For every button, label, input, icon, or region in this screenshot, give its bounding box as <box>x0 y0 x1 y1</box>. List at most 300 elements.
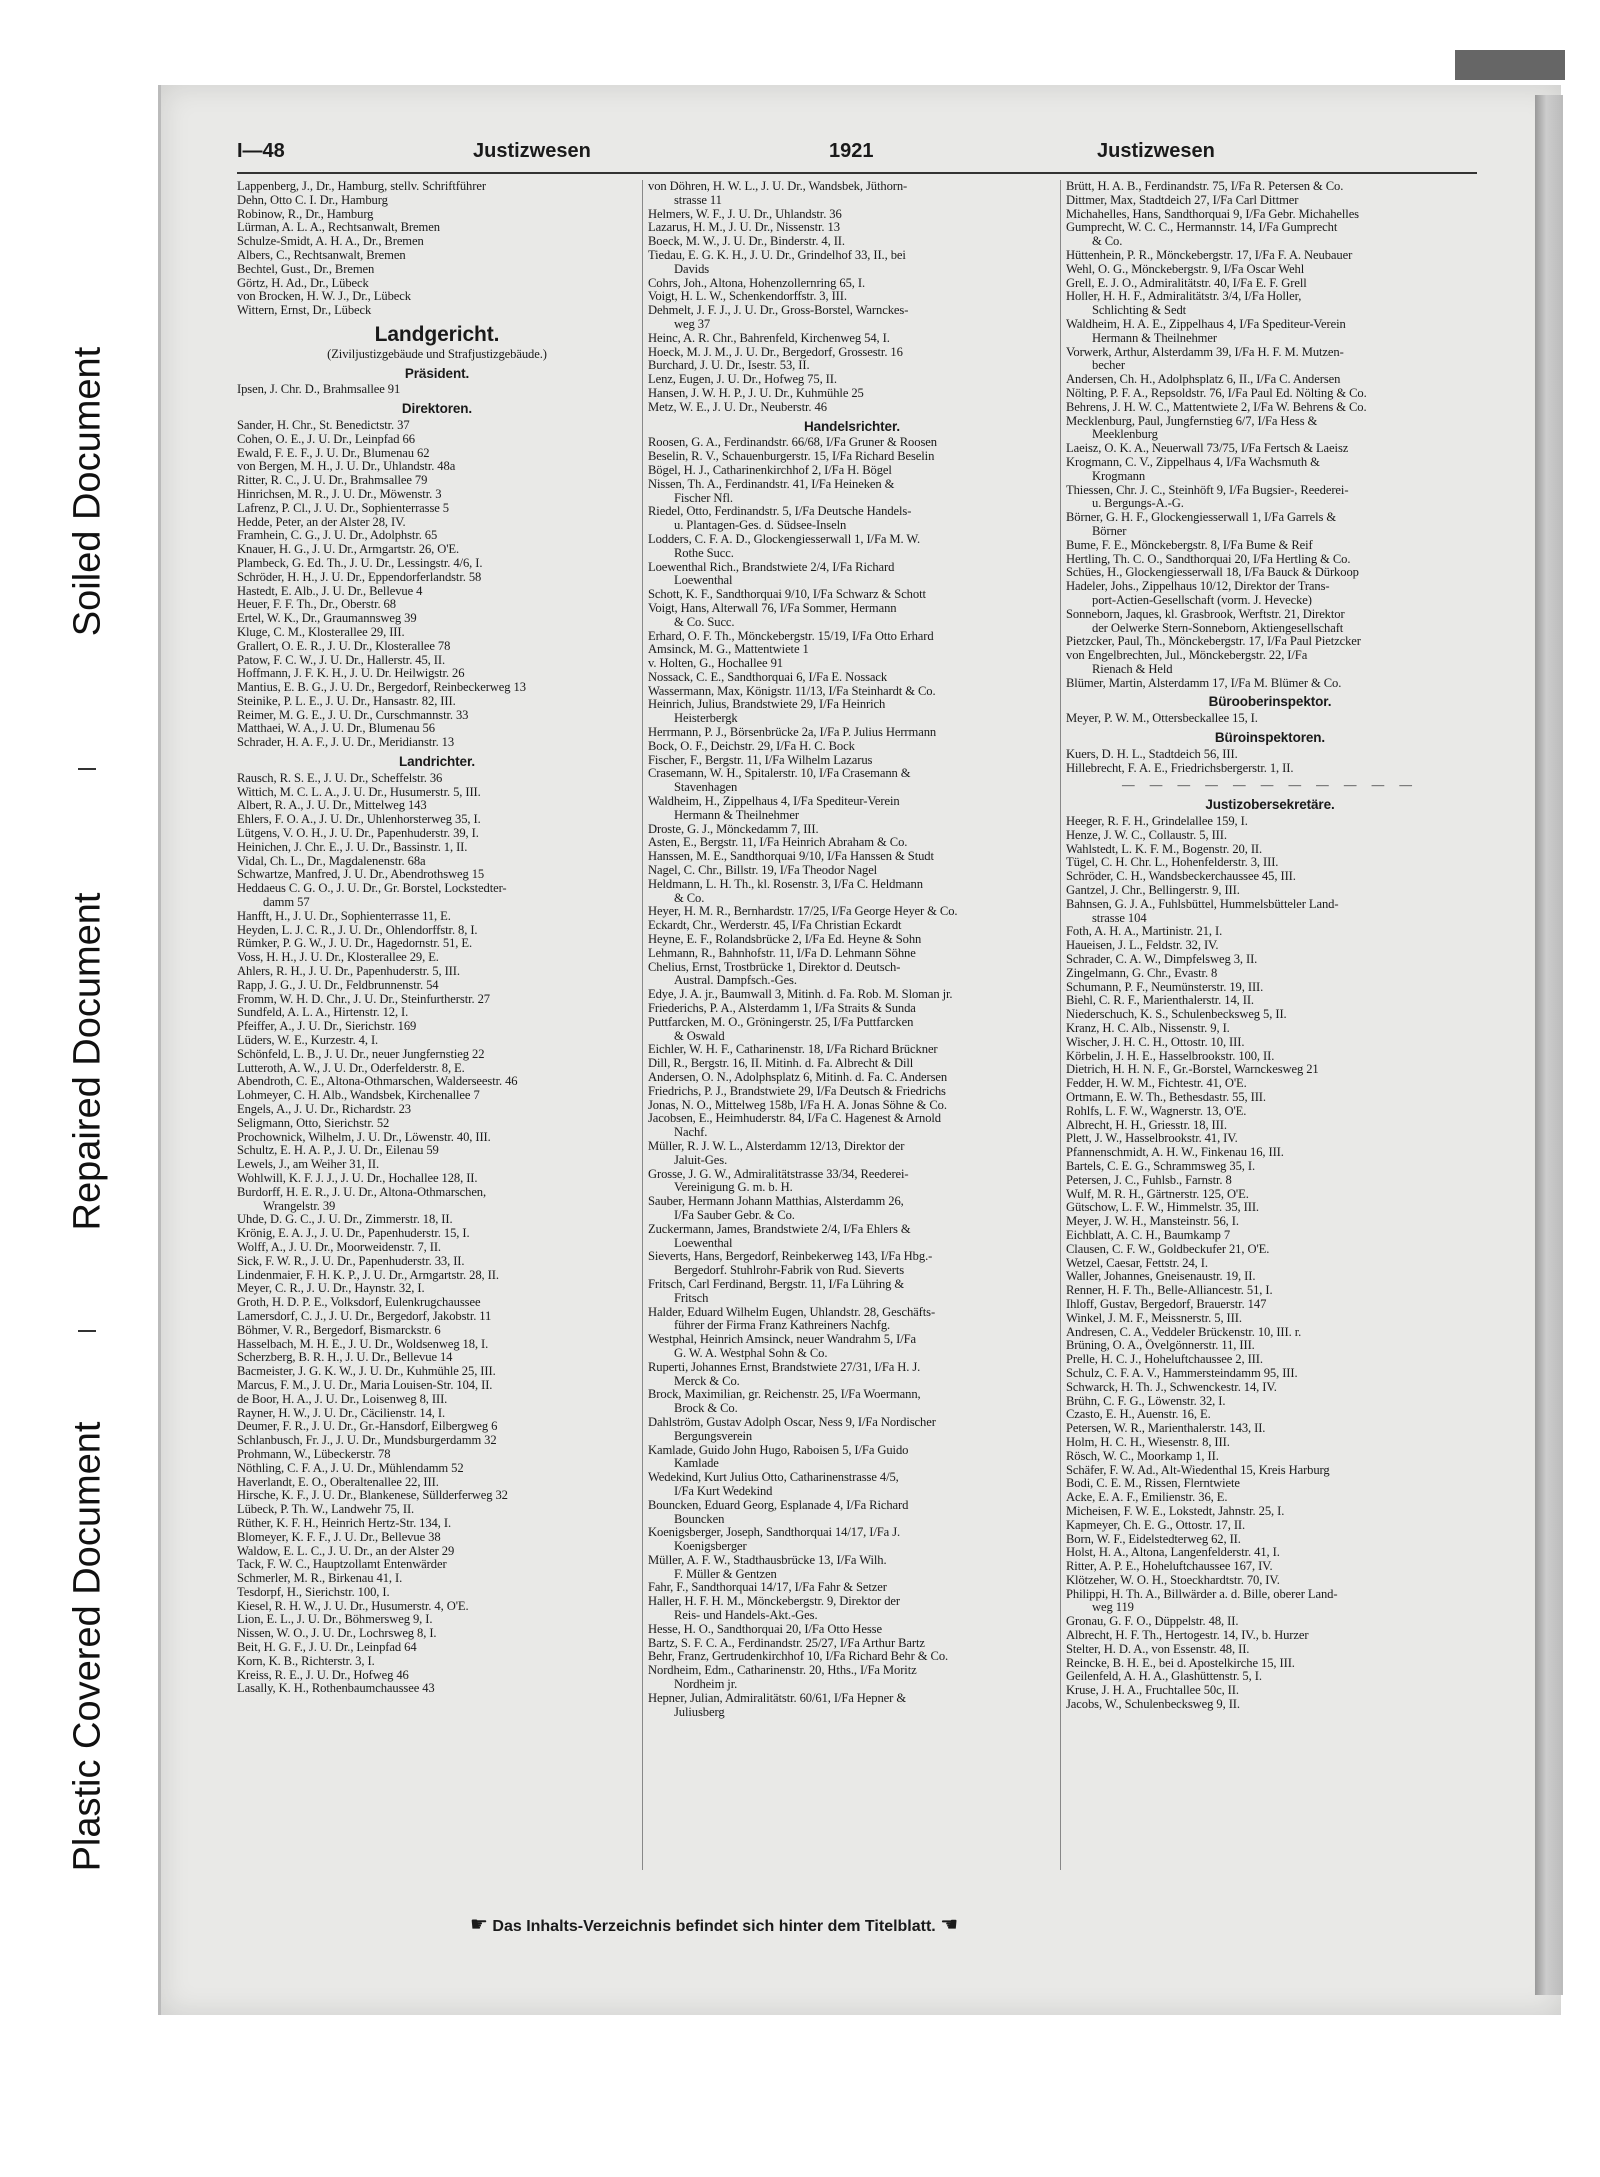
directory-entry: Albrecht, H. F. Th., Hertogestr. 14, IV., b. Hurzer <box>1066 1629 1309 1643</box>
directory-entry: Schönfeld, L. B., J. U. Dr., neuer Jungfernstieg 22 <box>237 1047 485 1061</box>
directory-entry: Brühn, C. F. G., Löwenstr. 32, I. <box>1066 1394 1226 1408</box>
directory-entry: Rohlfs, L. F. W., Wagnerstr. 13, O'E. <box>1066 1104 1247 1118</box>
directory-entry: Winkel, J. M. F., Meissnerstr. 5, III. <box>1066 1311 1242 1325</box>
directory-entry: Fritsch, Carl Ferdinand, Bergstr. 11, I/Fa Lühring & <box>648 1277 905 1291</box>
directory-entry: Albers, C., Rechtsanwalt, Bremen <box>237 248 406 262</box>
directory-entry: Bechtel, Gust., Dr., Bremen <box>237 262 375 276</box>
directory-entry: Krogmann, C. V., Zippelhaus 4, I/Fa Wachsmuth & <box>1066 455 1320 469</box>
directory-entry: Jacobs, W., Schulenbecksweg 9, II. <box>1066 1698 1240 1712</box>
directory-entry: Pfeiffer, A., J. U. Dr., Sierichstr. 169 <box>237 1020 417 1034</box>
section-heading: Landgericht. <box>374 322 500 346</box>
directory-entry: Schwartze, Manfred, J. U. Dr., Abendrothsweg 15 <box>237 868 485 882</box>
directory-entry: Rümker, P. G. W., J. U. Dr., Hagedornstr. 51, E. <box>237 937 473 951</box>
directory-entry: Heyden, L. J. C. R., J. U. Dr., Ohlendorffstr. 8, I. <box>237 923 478 937</box>
header-right-title: Justizwesen <box>1097 140 1215 162</box>
pointing-hand-left-icon: ☚ <box>940 1914 959 1936</box>
directory-entry: Waldow, E. L. C., J. U. Dr., an der Alster 29 <box>237 1544 455 1558</box>
directory-entry: Holst, H. A., Altona, Langenfelderstr. 41, I. <box>1066 1546 1280 1560</box>
directory-entry: Stavenhagen <box>674 781 738 795</box>
directory-entry: Lutteroth, A. W., J. U. Dr., Oderfelderstr. 8, E. <box>237 1061 465 1075</box>
directory-entry: Schlichting & Sedt <box>1092 304 1187 318</box>
directory-entry: Nagel, C. Chr., Billstr. 19, I/Fa Theodor Nagel <box>648 864 878 878</box>
dash-separator: — — — — — — — — — — — <box>1121 778 1418 793</box>
directory-entry: Müller, R. J. W. L., Alsterdamm 12/13, Direktor der <box>648 1139 905 1153</box>
directory-entry: Sauber, Hermann Johann Matthias, Alsterdamm 26, <box>648 1195 904 1209</box>
directory-entry: Rapp, J. G., J. U. Dr., Feldbrunnenstr. 54 <box>237 978 439 992</box>
directory-entry: Tiedau, E. G. K. H., J. U. Dr., Grindelhof 33, II., bei <box>648 248 906 262</box>
directory-entry: I/Fa Kurt Wedekind <box>674 1484 773 1498</box>
directory-entry: Albrecht, H. H., Griesstr. 18, III. <box>1066 1118 1227 1132</box>
directory-entry: Uhde, D. G. C., J. U. Dr., Zimmerstr. 18, II. <box>237 1213 453 1227</box>
section-heading: Büroinspektoren. <box>1214 730 1326 746</box>
directory-entry: strasse 11 <box>674 193 722 207</box>
directory-entry: Schultz, E. H. A. P., J. U. Dr., Eilenau 59 <box>237 1144 439 1158</box>
directory-entry: Amsinck, M. G., Mattentwiete 1 <box>648 643 809 657</box>
directory-entry: Engels, A., J. U. Dr., Richardstr. 23 <box>237 1103 412 1116</box>
directory-entry: Chelius, Ernst, Trostbrücke 1, Direktor d. Deutsch- <box>648 960 901 974</box>
directory-entry: Nossack, C. E., Sandthorquai 6, I/Fa E. Nossack <box>648 670 888 684</box>
directory-entry: Dietrich, H. H. N. F., Gr.-Borstel, Warnckesweg 21 <box>1066 1063 1319 1077</box>
header-rule <box>237 172 1477 174</box>
directory-entry: Koenigsberger, Joseph, Sandthorquai 14/17, I/Fa J. <box>648 1526 901 1540</box>
directory-entry: Jaluit-Ges. <box>674 1153 728 1167</box>
separator-dash <box>78 768 96 770</box>
directory-entry: Herrmann, P. J., Börsenbrücke 2a, I/Fa P. Julius Herrmann <box>648 726 937 740</box>
directory-entry: Sieverts, Hans, Bergedorf, Reinbekerweg 143, I/Fa Hbg.- <box>648 1250 933 1264</box>
directory-entry: Beselin, R. V., Schauenburgerstr. 15, I/Fa Richard Beselin <box>648 450 935 464</box>
directory-entry: Deumer, F. R., J. U. Dr., Gr.-Hansdorf, Eilbergweg 6 <box>237 1420 498 1434</box>
column-divider <box>1060 180 1061 1870</box>
side-labels <box>40 170 135 1870</box>
directory-entry: Müller, A. F. W., Stadthausbrücke 13, I/Fa Wilh. <box>648 1553 887 1567</box>
directory-entry: Wulf, M. R. H., Gärtnerstr. 125, O'E. <box>1066 1187 1249 1201</box>
directory-entry: Bögel, H. J., Catharinenkirchhof 2, I/Fa H. Bögel <box>648 463 892 477</box>
directory-entry: Wassermann, Max, Königstr. 11/13, I/Fa Steinhardt & Co. <box>648 684 936 698</box>
directory-entry: Puttfarcken, M. O., Gröningerstr. 25, I/Fa Puttfarcken <box>648 1015 914 1029</box>
directory-entry: Hirsche, K. F., J. U. Dr., Blankenese, Süllderferweg 32 <box>237 1489 508 1503</box>
directory-entry: Prelle, H. C. J., Hoheluftchaussee 2, III. <box>1066 1353 1263 1367</box>
directory-entry: Dahlström, Gustav Adolph Oscar, Ness 9, I/Fa Nordischer <box>648 1415 936 1429</box>
directory-entry: Fritsch <box>674 1291 709 1305</box>
directory-entry: Tack, F. W. C., Hauptzollamt Entenwärder <box>237 1558 447 1572</box>
directory-entry: Böhmer, V. R., Bergedorf, Bismarckstr. 6 <box>237 1323 441 1337</box>
directory-entry: u. Plantagen-Ges. d. Südsee-Inseln <box>674 519 847 533</box>
scan-page-edge <box>1535 95 1563 1995</box>
directory-entry: Schröder, H. H., J. U. Dr., Eppendorferlandstr. 58 <box>237 570 482 584</box>
directory-entry: Kamlade <box>674 1457 719 1471</box>
directory-entry: Dehn, Otto C. I. Dr., Hamburg <box>237 193 388 207</box>
directory-entry: Wehl, O. G., Mönckebergstr. 9, I/Fa Oscar Wehl <box>1066 262 1305 276</box>
directory-entry: Ritter, A. P. E., Hoheluftchaussee 167, IV. <box>1066 1560 1273 1574</box>
directory-entry: Loewenthal <box>674 1236 733 1250</box>
directory-entry: Lappenberg, J., Dr., Hamburg, stellv. Schriftführer <box>237 180 486 193</box>
directory-entry: Schulze-Smidt, A. H. A., Dr., Bremen <box>237 235 424 249</box>
directory-entry: Hesse, H. O., Sandthorquai 20, I/Fa Otto Hesse <box>648 1622 882 1636</box>
directory-entry: Born, W. F., Eidelstedterweg 62, II. <box>1066 1532 1241 1546</box>
directory-entry: Heinichen, J. Chr. E., J. U. Dr., Bassinstr. 1, II. <box>237 840 468 854</box>
directory-entry: Friedrichs, P. J., Brandstwiete 29, I/Fa Deutsch & Friedrichs <box>648 1084 946 1098</box>
directory-entry: Helmers, W. F., J. U. Dr., Uhlandstr. 36 <box>648 207 842 221</box>
column-divider <box>642 180 643 1870</box>
directory-entry: Nordheim, Edm., Catharinenstr. 20, Hths., I/Fa Moritz <box>648 1664 917 1678</box>
directory-entry: Rothe Succ. <box>674 546 734 560</box>
directory-entry: Gütschow, L. F. W., Himmelstr. 35, III. <box>1066 1201 1259 1215</box>
page-header <box>237 140 1477 174</box>
directory-entry: Brock & Co. <box>674 1402 738 1416</box>
directory-entry: Renner, H. F. Th., Belle-Alliancestr. 51, I. <box>1066 1284 1273 1298</box>
directory-entry: Waldheim, H., Zippelhaus 4, I/Fa Spediteur-Verein <box>648 795 900 809</box>
footer-note <box>470 1912 1270 1937</box>
directory-entry: Wrangelstr. 39 <box>263 1199 336 1213</box>
directory-entry: Ipsen, J. Chr. D., Brahmsallee 91 <box>237 383 401 397</box>
directory-entry: Tesdorpf, H., Sierichstr. 100, I. <box>237 1585 390 1599</box>
directory-entry: führer der Firma Franz Kathreiners Nachfg. <box>674 1319 891 1333</box>
directory-entry: Michahelles, Hans, Sandthorquai 9, I/Fa Gebr. Michahelles <box>1066 207 1359 221</box>
directory-entry: Wohlwill, K. F. J. J., J. U. Dr., Hochallee 128, II. <box>237 1171 478 1185</box>
directory-entry: Hinrichsen, M. R., J. U. Dr., Möwenstr. 3 <box>237 487 442 501</box>
directory-entry: Nöthling, C. F. A., J. U. Dr., Mühlendamm 52 <box>237 1461 464 1475</box>
directory-entry: Schott, K. F., Sandthorquai 9/10, I/Fa Schwarz & Schott <box>648 588 926 602</box>
directory-entry: & Co. <box>674 891 705 905</box>
section-subtitle: (Ziviljustizgebäude und Strafjustizgebäude.) <box>327 346 547 361</box>
directory-entry: Stelter, H. D. A., von Essenstr. 48, II. <box>1066 1642 1250 1656</box>
directory-entry: Holler, H. H. F., Admiralitätstr. 3/4, I/Fa Holler, <box>1066 290 1302 304</box>
directory-entry: Holm, H. C. H., Wiesenstr. 8, III. <box>1066 1435 1230 1449</box>
directory-entry: Klötzeher, W. O. H., Stoeckhardtstr. 70, IV. <box>1066 1573 1280 1587</box>
directory-entry: Koenigsberger <box>674 1540 747 1554</box>
directory-entry: port-Actien-Gesellschaft (vorm. J. Hevecke) <box>1092 593 1312 607</box>
directory-entry: Lewels, J., am Weiher 31, II. <box>237 1158 380 1172</box>
directory-entry: Nissen, W. O., J. U. Dr., Lochrsweg 8, I. <box>237 1627 437 1641</box>
directory-entry: Bahnsen, G. J. A., Fuhlsbüttel, Hummelsbütteler Land- <box>1066 897 1339 911</box>
directory-entry: Crasemann, W. H., Spitalerstr. 10, I/Fa Crasemann & <box>648 767 911 781</box>
directory-entry: Schwarck, H. Th. J., Schwenckestr. 14, IV. <box>1066 1380 1277 1394</box>
directory-entry: v. Holten, G., Hochallee 91 <box>648 657 783 671</box>
directory-entry: Waller, Johannes, Gneisenaustr. 19, II. <box>1066 1270 1256 1284</box>
directory-entry: Asten, E., Bergstr. 11, I/Fa Heinrich Abraham & Co. <box>648 836 908 850</box>
directory-entry: Philippi, H. Th. A., Billwärder a. d. Bille, oberer Land- <box>1066 1587 1338 1601</box>
directory-entry: Lodders, C. F. A. D., Glockengiesserwall 1, I/Fa M. W. <box>648 532 921 546</box>
directory-entry: Sander, H. Chr., St. Benedictstr. 37 <box>237 418 410 432</box>
section-heading: Handelsrichter. <box>803 418 901 434</box>
directory-entry: Schulz, C. F. A. V., Hammersteindamm 95, III. <box>1066 1366 1298 1380</box>
directory-entry: Biehl, C. R. F., Marienthalerstr. 14, II. <box>1066 994 1254 1008</box>
directory-entry: Acke, E. A. F., Emilienstr. 36, E. <box>1066 1491 1228 1505</box>
directory-entry: Marcus, F. M., J. U. Dr., Maria Louisen-Str. 104, II. <box>237 1378 493 1392</box>
directory-entry: u. Bergungs-A.-G. <box>1092 497 1184 511</box>
directory-entry: Petersen, W. R., Marienthalerstr. 143, II. <box>1066 1422 1266 1436</box>
directory-entry: Pietzcker, Paul, Th., Mönckebergstr. 17, I/Fa Paul Pietzcker <box>1066 635 1361 649</box>
directory-entry: Sick, F. W. R., J. U. Dr., Papenhuderstr. 33, II. <box>237 1254 465 1268</box>
directory-entry: Lafrenz, P. Cl., J. U. Dr., Sophienterrasse 5 <box>237 501 450 515</box>
directory-entry: Haller, H. F. H. M., Mönckebergstr. 9, Direktor der <box>648 1595 900 1609</box>
directory-entry: Lion, E. L., J. U. Dr., Böhmersweg 9, I. <box>237 1613 433 1627</box>
directory-entry: Heyer, H. M. R., Bernhardstr. 17/25, I/Fa George Heyer & Co. <box>648 905 958 919</box>
column-3 <box>1066 180 1474 1712</box>
side-label-plastic: Plastic Covered Document <box>66 1421 109 1872</box>
directory-entry: Henze, J. W. C., Collaustr. 5, III. <box>1066 828 1227 842</box>
directory-entry: Lenz, Eugen, J. U. Dr., Hofweg 75, II. <box>648 373 837 387</box>
directory-entry: Vereinigung G. m. b. H. <box>674 1181 793 1195</box>
directory-entry: Ertel, W. K., Dr., Graumannsweg 39 <box>237 612 417 626</box>
directory-entry: Lütgens, V. O. H., J. U. Dr., Papenhuderstr. 39, I. <box>237 827 479 841</box>
directory-entry: Ritter, R. C., J. U. Dr., Brahmsallee 79 <box>237 474 428 488</box>
directory-entry: weg 119 <box>1092 1601 1134 1615</box>
directory-entry: Ortmann, E. W. Th., Bethesdastr. 55, III. <box>1066 1091 1266 1104</box>
directory-entry: Rüther, K. F. H., Heinrich Hertz-Str. 134, I. <box>237 1516 451 1530</box>
directory-entry: Brock, Maximilian, gr. Reichenstr. 25, I/Fa Woermann, <box>648 1388 921 1402</box>
directory-entry: Fischer, F., Bergstr. 11, I/Fa Wilhelm Lazarus <box>648 753 873 767</box>
directory-entry: Westphal, Heinrich Amsinck, neuer Wandrahm 5, I/Fa <box>648 1333 916 1347</box>
directory-entry: Behr, Franz, Gertrudenkirchhof 10, I/Fa Richard Behr & Co. <box>648 1650 949 1664</box>
directory-entry: Metz, W. E., J. U. Dr., Neuberstr. 46 <box>648 400 827 414</box>
scan-corner-shadow <box>1455 50 1565 80</box>
directory-entry: Ehlers, F. O. A., J. U. Dr., Uhlenhorsterweg 35, I. <box>237 813 481 827</box>
directory-entry: Fischer Nfl. <box>674 491 733 505</box>
directory-entry: Riedel, Otto, Ferdinandstr. 5, I/Fa Deutsche Handels- <box>648 505 912 519</box>
directory-entry: Hoeck, M. J. M., J. U. Dr., Bergedorf, Grossestr. 16 <box>648 345 903 359</box>
column-1 <box>237 180 637 1696</box>
directory-entry: Lübeck, P. Th. W., Landwehr 75, II. <box>237 1503 415 1517</box>
directory-entry: Sundfeld, A. L. A., Hirtenstr. 12, I. <box>237 1006 409 1020</box>
directory-entry: der Oelwerke Stern-Sonneborn, Aktiengesellschaft <box>1092 621 1344 635</box>
directory-entry: weg 37 <box>674 317 711 331</box>
directory-entry: Hermann & Theilnehmer <box>1092 331 1217 345</box>
directory-entry: Nachf. <box>674 1126 708 1140</box>
directory-entry: Rienach & Held <box>1092 662 1173 676</box>
directory-entry: Robinow, R., Dr., Hamburg <box>237 207 374 221</box>
directory-entry: Micheisen, F. W. E., Lokstedt, Jahnstr. 25, I. <box>1066 1504 1285 1518</box>
directory-entry: Andersen, Ch. H., Adolphsplatz 6, II., I/Fa C. Andersen <box>1066 373 1341 387</box>
pointing-hand-right-icon: ☛ <box>470 1914 488 1936</box>
directory-entry: Wolff, A., J. U. Dr., Moorweidenstr. 7, II. <box>237 1240 441 1254</box>
directory-entry: Behrens, J. H. W. C., Mattentwiete 2, I/Fa W. Behrens & Co. <box>1066 400 1367 414</box>
directory-entry: Wahlstedt, L. K. F. M., Bogenstr. 20, II. <box>1066 842 1263 856</box>
section-heading: Direktoren. <box>401 401 473 417</box>
footer-text: Das Inhalts-Verzeichnis befindet sich hinter dem Titelblatt. <box>492 1918 936 1935</box>
directory-entry: Hepner, Julian, Admiralitätstr. 60/61, I/Fa Hepner & <box>648 1691 907 1705</box>
directory-entry: Fedder, H. W. M., Fichtestr. 41, O'E. <box>1066 1077 1247 1091</box>
directory-entry: Bouncken <box>674 1512 725 1526</box>
directory-entry: Vorwerk, Arthur, Alsterdamm 39, I/Fa H. F. M. Mutzen- <box>1066 345 1344 359</box>
directory-entry: & Co. <box>1092 235 1123 249</box>
directory-entry: Zingelmann, G. Chr., Evastr. 8 <box>1066 966 1218 980</box>
directory-entry: Lasally, K. H., Rothenbaumchaussee 43 <box>237 1682 435 1696</box>
directory-entry: Haueisen, J. L., Feldstr. 32, IV. <box>1066 939 1219 953</box>
directory-entry: Lohmeyer, C. H. Alb., Wandsbek, Kirchenallee 7 <box>237 1089 480 1103</box>
directory-entry: Gronau, G. F. O., Düppelstr. 48, II. <box>1066 1615 1239 1629</box>
directory-entry: Bouncken, Eduard Georg, Esplanade 4, I/Fa Richard <box>648 1498 909 1512</box>
directory-entry: Andersen, O. N., Adolphsplatz 6, Mitinh. d. Fa. C. Andersen <box>648 1071 948 1084</box>
directory-entry: von Engelbrechten, Jul., Mönckebergstr. 22, I/Fa <box>1066 649 1308 663</box>
directory-entry: Bartels, C. E. G., Schrammsweg 35, I. <box>1066 1159 1256 1173</box>
directory-entry: Kranz, H. C. Alb., Nissenstr. 9, I. <box>1066 1022 1230 1036</box>
directory-entry: Hermann & Theilnehmer <box>674 808 799 822</box>
directory-entry: Roosen, G. A., Ferdinandstr. 66/68, I/Fa Gruner & Roosen <box>648 436 937 450</box>
directory-entry: Matthaei, W. A., J. U. Dr., Blumenau 56 <box>237 722 435 736</box>
directory-entry: Kruse, J. H. A., Fruchtallee 50c, II. <box>1066 1684 1239 1698</box>
section-heading: Justizobersekretäre. <box>1205 797 1335 813</box>
directory-entry: Wetzel, Caesar, Fettstr. 24, I. <box>1066 1256 1208 1270</box>
directory-entry: Schröder, C. H., Wandsbeckerchaussee 45, III. <box>1066 870 1296 884</box>
directory-entry: Voss, H. H., J. U. Dr., Klosterallee 29, E. <box>237 951 439 965</box>
directory-entry: Körbelin, J. H. E., Hasselbrookstr. 100, II. <box>1066 1049 1275 1063</box>
directory-entry: Heldmann, L. H. Th., kl. Rosenstr. 3, I/Fa C. Heldmann <box>648 877 923 891</box>
directory-entry: Lürman, A. L. A., Rechtsanwalt, Bremen <box>237 221 440 235</box>
directory-entry: Bergedorf. Stuhlrohr-Fabrik von Rud. Sieverts <box>674 1264 905 1278</box>
directory-entry: & Oswald <box>674 1029 725 1043</box>
directory-entry: F. Müller & Gentzen <box>674 1567 777 1581</box>
directory-entry: Kreiss, R. E., J. U. Dr., Hofweg 46 <box>237 1668 409 1682</box>
directory-entry: damm 57 <box>263 896 310 910</box>
directory-entry: Waldheim, H. A. E., Zippelhaus 4, I/Fa Spediteur-Verein <box>1066 317 1346 331</box>
directory-entry: Bodi, C. E. M., Rissen, Flerntwiete <box>1066 1477 1240 1491</box>
directory-entry: Erhard, O. F. Th., Mönckebergstr. 15/19, I/Fa Otto Erhard <box>648 629 934 643</box>
directory-entry: Börner, G. H. F., Glockengiesserwall 1, I/Fa Garrels & <box>1066 511 1337 525</box>
directory-entry: Juliusberg <box>674 1705 725 1719</box>
directory-entry: I/Fa Sauber Gebr. & Co. <box>674 1208 795 1222</box>
directory-entry: Schrader, C. A. W., Dimpfelsweg 3, II. <box>1066 953 1258 967</box>
directory-entry: Kiesel, R. H. W., J. U. Dr., Husumerstr. 4, O'E. <box>237 1599 469 1613</box>
directory-entry: Patow, F. C. W., J. U. Dr., Hallerstr. 45, II. <box>237 653 446 667</box>
directory-entry: Schumann, P. F., Neumünsterstr. 19, III. <box>1066 980 1264 994</box>
directory-entry: Bacmeister, J. G. K. W., J. U. Dr., Kuhmühle 25, III. <box>237 1365 496 1379</box>
directory-entry: Bartz, S. F. C. A., Ferdinandstr. 25/27, I/Fa Arthur Bartz <box>648 1636 925 1650</box>
directory-entry: Voigt, Hans, Alterwall 76, I/Fa Sommer, Hermann <box>648 601 897 615</box>
directory-entry: Hanssen, M. E., Sandthorquai 9/10, I/Fa Hanssen & Studt <box>648 850 934 864</box>
directory-entry: Bergungsverein <box>674 1429 753 1443</box>
directory-entry: Kuers, D. H. L., Stadtdeich 56, III. <box>1066 747 1238 761</box>
directory-entry: Hastedt, E. Alb., J. U. Dr., Bellevue 4 <box>237 584 423 598</box>
directory-entry: Knauer, H. G., J. U. Dr., Armgartstr. 26, O'E. <box>237 543 460 557</box>
directory-entry: Lüders, W. E., Kurzestr. 4, I. <box>237 1034 379 1048</box>
directory-entry: Dehmelt, J. F. J., J. U. Dr., Gross-Borstel, Warnckes- <box>648 304 909 318</box>
header-year: 1921 <box>829 140 874 162</box>
directory-entry: Blümer, Martin, Alsterdamm 17, I/Fa M. Blümer & Co. <box>1066 676 1342 690</box>
section-heading: Landrichter. <box>398 754 476 770</box>
directory-entry: Görtz, H. Ad., Dr., Lübeck <box>237 276 369 290</box>
directory-entry: Haverlandt, E. O., Oberaltenallee 22, III. <box>237 1475 439 1489</box>
directory-entry: Boeck, M. W., J. U. Dr., Binderstr. 4, II. <box>648 235 845 249</box>
directory-entry: Jacobsen, E., Heimhuderstr. 84, I/Fa C. Hagenest & Arnold <box>648 1112 942 1126</box>
header-left-title: Justizwesen <box>473 140 591 162</box>
directory-entry: Fromm, W. H. D. Chr., J. U. Dr., Steinfurtherstr. 27 <box>237 992 490 1006</box>
directory-entry: Ihloff, Gustav, Bergedorf, Brauerstr. 147 <box>1066 1297 1267 1311</box>
directory-entry: Wischer, J. H. C. H., Ottostr. 10, III. <box>1066 1035 1245 1049</box>
directory-entry: Meeklenburg <box>1092 428 1158 442</box>
directory-entry: Hanfft, H., J. U. Dr., Sophienterrasse 11, E. <box>237 909 451 923</box>
directory-entry: Kluge, C. M., Klosterallee 29, III. <box>237 625 405 639</box>
directory-entry: Heyne, E. F., Rolandsbrücke 2, I/Fa Ed. Heyne & Sohn <box>648 933 922 947</box>
column-2 <box>648 180 1056 1719</box>
directory-entry: Loewenthal <box>674 574 733 588</box>
directory-entry: Heinrich, Julius, Brandstwiete 29, I/Fa Heinrich <box>648 698 886 712</box>
directory-entry: Lamersdorf, C. J., J. U. Dr., Bergedorf, Jakobstr. 11 <box>237 1309 492 1323</box>
directory-entry: Geilenfeld, A. H. A., Glashüttenstr. 5, I. <box>1066 1670 1262 1684</box>
directory-entry: becher <box>1092 359 1125 373</box>
directory-entry: Framhein, C. G., J. U. Dr., Adolphstr. 65 <box>237 529 438 543</box>
directory-entry: Steinike, P. L. E., J. U. Dr., Hansastr. 82, III. <box>237 694 456 708</box>
directory-entry: Pfannenschmidt, A. H. W., Finkenau 16, III. <box>1066 1146 1284 1160</box>
side-label-soiled: Soiled Document <box>66 346 109 637</box>
directory-entry: Merck & Co. <box>674 1374 740 1388</box>
directory-entry: Kamlade, Guido John Hugo, Raboisen 5, I/Fa Guido <box>648 1443 909 1457</box>
directory-entry: Dill, R., Bergstr. 16, II. Mitinh. d. Fa. Albrecht & Dill <box>648 1057 914 1071</box>
directory-entry: Grosse, J. G. W., Admiralitätstrasse 33/34, Reederei- <box>648 1167 909 1181</box>
directory-entry: Börner <box>1092 524 1127 538</box>
directory-entry: Scherzberg, B. R. H., J. U. Dr., Bellevue 14 <box>237 1351 453 1365</box>
directory-entry: von Brocken, H. W. J., Dr., Lübeck <box>237 290 411 304</box>
directory-entry: Grallert, O. E. R., J. U. Dr., Klosterallee 78 <box>237 639 451 653</box>
directory-entry: G. W. A. Westphal Sohn & Co. <box>674 1346 828 1360</box>
directory-entry: Eckardt, Chr., Werderstr. 45, I/Fa Christian Eckardt <box>648 919 902 933</box>
directory-entry: & Co. Succ. <box>674 615 735 629</box>
directory-entry: strasse 104 <box>1092 911 1147 925</box>
directory-entry: Hoffmann, J. F. K. H., J. U. Dr. Heilwigstr. 26 <box>237 667 465 681</box>
directory-entry: Laeisz, O. K. A., Neuerwall 73/75, I/Fa Fertsch & Laeisz <box>1066 442 1349 456</box>
directory-entry: Burdorff, H. E. R., J. U. Dr., Altona-Othmarschen, <box>237 1185 487 1199</box>
directory-entry: Bume, F. E., Mönckebergstr. 8, I/Fa Bume & Reif <box>1066 538 1313 552</box>
directory-entry: Prohmann, W., Lübeckerstr. 78 <box>237 1447 391 1461</box>
directory-entry: Cohrs, Joh., Altona, Hohenzollernring 65, I. <box>648 276 866 290</box>
directory-entry: Schmerler, M. R., Birkenau 41, I. <box>237 1572 403 1586</box>
directory-entry: Vidal, Ch. L., Dr., Magdalenenstr. 68a <box>237 854 426 868</box>
directory-entry: Meyer, C. R., J. U. Dr., Haynstr. 32, I. <box>237 1282 425 1296</box>
directory-entry: Rayner, H. W., J. U. Dr., Cäcilienstr. 14, I. <box>237 1406 446 1420</box>
directory-entry: Droste, G. J., Mönckedamm 7, III. <box>648 822 819 836</box>
directory-entry: Brüning, O. A., Övelgönnerstr. 11, III. <box>1066 1339 1255 1353</box>
directory-entry: Loewenthal Rich., Brandstwiete 2/4, I/Fa Richard <box>648 560 895 574</box>
directory-entry: Foth, A. H. A., Martinistr. 21, I. <box>1066 925 1223 939</box>
directory-entry: Brütt, H. A. B., Ferdinandstr. 75, I/Fa R. Petersen & Co. <box>1066 180 1344 193</box>
directory-entry: Ewald, F. E. F., J. U. Dr., Blumenau 62 <box>237 446 430 460</box>
directory-entry: Groth, H. D. P. E., Volksdorf, Eulenkrugchaussee <box>237 1296 481 1310</box>
separator-dash <box>78 1330 96 1332</box>
directory-entry: Beit, H. G. F., J. U. Dr., Leinpfad 64 <box>237 1641 417 1655</box>
directory-entry: Thiessen, Chr. J. C., Steinhöft 9, I/Fa Bugsier-, Reederei- <box>1066 483 1349 497</box>
side-label-repaired: Repaired Document <box>66 892 109 1231</box>
directory-entry: Heeger, R. F. H., Grindelallee 159, I. <box>1066 815 1248 829</box>
directory-entry: Halder, Eduard Wilhelm Eugen, Uhlandstr. 28, Geschäfts- <box>648 1305 936 1319</box>
directory-entry: Niederschuch, K. S., Schulenbecksweg 5, II. <box>1066 1008 1287 1022</box>
directory-entry: Heinc, A. R. Chr., Bahrenfeld, Kirchenweg 54, I. <box>648 331 890 345</box>
directory-entry: Sonneborn, Jaques, kl. Grasbrook, Werftstr. 21, Direktor <box>1066 607 1345 621</box>
directory-entry: Meyer, P. W. M., Ottersbeckallee 15, I. <box>1066 712 1258 726</box>
directory-entry: Nordheim jr. <box>674 1678 738 1692</box>
directory-entry: Heisterbergk <box>674 712 738 726</box>
directory-entry: Ahlers, R. H., J. U. Dr., Papenhuderstr. 5, III. <box>237 965 460 979</box>
directory-entry: Mecklenburg, Paul, Jungfernstieg 6/7, I/Fa Hess & <box>1066 414 1318 428</box>
directory-entry: Gantzel, J. Chr., Bellingerstr. 9, III. <box>1066 884 1240 898</box>
directory-entry: Bock, O. F., Deichstr. 29, I/Fa H. C. Bock <box>648 739 855 753</box>
directory-entry: Dittmer, Max, Stadtdeich 27, I/Fa Carl Dittmer <box>1066 193 1299 207</box>
directory-entry: Hertling, Th. C. O., Sandthorquai 20, I/Fa Hertling & Co. <box>1066 552 1351 566</box>
page-number: I—48 <box>237 140 285 162</box>
directory-entry: Seligmann, Otto, Sierichstr. 52 <box>237 1116 390 1130</box>
directory-entry: Rösch, W. C., Moorkamp 1, II. <box>1066 1449 1219 1463</box>
directory-entry: Prochownick, Wilhelm, J. U. Dr., Löwenstr. 40, III. <box>237 1130 491 1144</box>
directory-entry: Fahr, F., Sandthorquai 14/17, I/Fa Fahr & Setzer <box>648 1581 887 1595</box>
directory-entry: Reincke, B. H. E., bei d. Apostelkirche 15, III. <box>1066 1656 1295 1670</box>
directory-entry: Plambeck, G. Ed. Th., J. U. Dr., Lessingstr. 4/6, I. <box>237 556 483 570</box>
directory-entry: Petersen, J. C., Fuhlsb., Farnstr. 8 <box>1066 1173 1232 1187</box>
directory-entry: Blomeyer, K. F. F., J. U. Dr., Bellevue 38 <box>237 1530 441 1544</box>
directory-entry: Andresen, C. A., Veddeler Brückenstr. 10, III. r. <box>1066 1325 1302 1339</box>
directory-entry: Hillebrecht, F. A. E., Friedrichsbergerstr. 1, II. <box>1066 761 1294 775</box>
directory-entry: von Bergen, M. H., J. U. Dr., Uhlandstr. 48a <box>237 460 456 474</box>
directory-entry: Hedde, Peter, an der Alster 28, IV. <box>237 515 406 529</box>
directory-entry: Wittern, Ernst, Dr., Lübeck <box>237 304 372 318</box>
